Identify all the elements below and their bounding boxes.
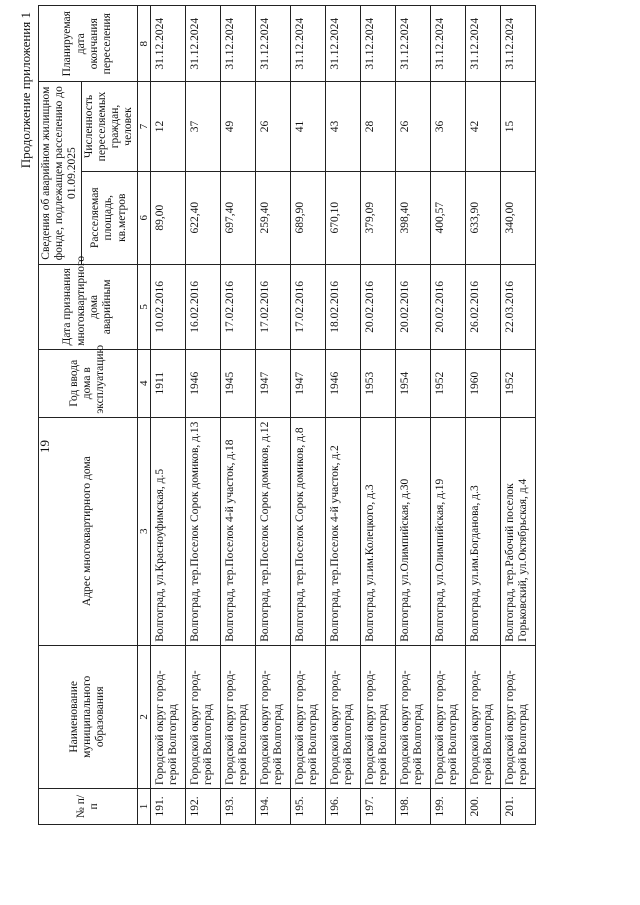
area-cell: 400,57	[431, 171, 466, 264]
address-cell: Волгоград, тер.Поселок Сорок домиков, д.13	[186, 417, 221, 645]
column-number: 2	[137, 645, 151, 788]
row-number: 193.	[221, 788, 256, 824]
municipality-cell: Городской округ город-герой Волгоград	[256, 645, 291, 788]
date-cell: 20.02.2016	[431, 264, 466, 349]
page-number: 19	[37, 440, 52, 453]
table-row	[396, 6, 431, 825]
date-cell: 22.03.2016	[501, 264, 536, 349]
table-row	[361, 6, 396, 825]
column-number: 8	[137, 6, 151, 82]
year-cell: 1952	[501, 349, 536, 417]
address-cell: Волгоград, тер.Поселок 4-й участок, д.18	[221, 417, 256, 645]
year-cell: 1953	[361, 349, 396, 417]
row-number: 194.	[256, 788, 291, 824]
address-cell: Волгоград, тер.Поселок 4-й участок, д.2	[326, 417, 361, 645]
municipality-cell: Городской округ город-герой Волгоград	[466, 645, 501, 788]
row-number: 199.	[431, 788, 466, 824]
year-cell: 1952	[431, 349, 466, 417]
municipality-cell: Городской округ город-герой Волгоград	[326, 645, 361, 788]
date-cell: 20.02.2016	[396, 264, 431, 349]
table-row	[466, 6, 501, 825]
column-number: 6	[137, 171, 151, 264]
area-cell: 670,10	[326, 171, 361, 264]
people-cell: 15	[501, 82, 536, 171]
date-cell: 10.02.2016	[151, 264, 186, 349]
column-number: 5	[137, 264, 151, 349]
area-cell: 689,90	[291, 171, 326, 264]
address-cell: Волгоград, ул.им.Колецкого, д.3	[361, 417, 396, 645]
year-cell: 1945	[221, 349, 256, 417]
people-cell: 43	[326, 82, 361, 171]
people-cell: 12	[151, 82, 186, 171]
column-number: 7	[137, 82, 151, 171]
address-cell: Волгоград, тер.Поселок Сорок домиков, д.12	[256, 417, 291, 645]
year-cell: 1946	[186, 349, 221, 417]
header-municipality: Наименование муниципального образования	[39, 645, 138, 788]
date-cell: 26.02.2016	[466, 264, 501, 349]
column-number: 3	[137, 417, 151, 645]
area-cell: 340,00	[501, 171, 536, 264]
header-planned: Планируемая дата окончания переселения	[39, 6, 138, 82]
row-number: 198.	[396, 788, 431, 824]
planned-date-cell: 31.12.2024	[186, 6, 221, 82]
row-number: 191.	[151, 788, 186, 824]
header-info-group: Сведения об аварийном жилищном фонде, подлежащем расселению до 01.09.2025	[39, 82, 82, 264]
people-cell: 36	[431, 82, 466, 171]
date-cell: 16.02.2016	[186, 264, 221, 349]
row-number: 201.	[501, 788, 536, 824]
table-row	[186, 6, 221, 825]
header-date: Дата признания многоквартирного дома аварийным	[39, 264, 138, 349]
planned-date-cell: 31.12.2024	[221, 6, 256, 82]
table-row	[151, 6, 186, 825]
column-number: 4	[137, 349, 151, 417]
area-cell: 697,40	[221, 171, 256, 264]
planned-date-cell: 31.12.2024	[151, 6, 186, 82]
municipality-cell: Городской округ город-герой Волгоград	[186, 645, 221, 788]
table-row	[501, 6, 536, 825]
people-cell: 41	[291, 82, 326, 171]
continuation-note: Продолжение приложения 1	[18, 12, 33, 169]
municipality-cell: Городской округ город-герой Волгоград	[396, 645, 431, 788]
people-cell: 42	[466, 82, 501, 171]
address-cell: Волгоград, тер.Рабочий поселок Горьковский, ул.Октябрьская, д.4	[501, 417, 536, 645]
row-number: 195.	[291, 788, 326, 824]
address-cell: Волгоград, ул.Красноуфимская, д.5	[151, 417, 186, 645]
area-cell: 398,40	[396, 171, 431, 264]
table-body	[151, 6, 536, 825]
header-area: Расселяемая площадь, кв.метров	[81, 171, 137, 264]
address-cell: Волгоград, ул.им.Богданова, д.3	[466, 417, 501, 645]
year-cell: 1960	[466, 349, 501, 417]
table-row	[431, 6, 466, 825]
table-row	[221, 6, 256, 825]
housing-table	[38, 5, 536, 825]
municipality-cell: Городской округ город-герой Волгоград	[151, 645, 186, 788]
year-cell: 1946	[326, 349, 361, 417]
people-cell: 49	[221, 82, 256, 171]
municipality-cell: Городской округ город-герой Волгоград	[221, 645, 256, 788]
planned-date-cell: 31.12.2024	[291, 6, 326, 82]
planned-date-cell: 31.12.2024	[361, 6, 396, 82]
header-year: Год ввода дома в эксплуатацию	[39, 349, 138, 417]
planned-date-cell: 31.12.2024	[431, 6, 466, 82]
planned-date-cell: 31.12.2024	[326, 6, 361, 82]
people-cell: 26	[256, 82, 291, 171]
year-cell: 1911	[151, 349, 186, 417]
area-cell: 633,90	[466, 171, 501, 264]
table-row	[291, 6, 326, 825]
planned-date-cell: 31.12.2024	[256, 6, 291, 82]
date-cell: 20.02.2016	[361, 264, 396, 349]
table-row	[256, 6, 291, 825]
address-cell: Волгоград, ул.Олимпийская, д.19	[431, 417, 466, 645]
municipality-cell: Городской округ город-герой Волгоград	[361, 645, 396, 788]
row-number: 192.	[186, 788, 221, 824]
year-cell: 1954	[396, 349, 431, 417]
table-row	[326, 6, 361, 825]
area-cell: 89,00	[151, 171, 186, 264]
year-cell: 1947	[291, 349, 326, 417]
column-number: 1	[137, 788, 151, 824]
date-cell: 17.02.2016	[221, 264, 256, 349]
planned-date-cell: 31.12.2024	[466, 6, 501, 82]
year-cell: 1947	[256, 349, 291, 417]
date-cell: 18.02.2016	[326, 264, 361, 349]
municipality-cell: Городской округ город-герой Волгоград	[431, 645, 466, 788]
planned-date-cell: 31.12.2024	[501, 6, 536, 82]
date-cell: 17.02.2016	[291, 264, 326, 349]
municipality-cell: Городской округ город-герой Волгоград	[291, 645, 326, 788]
municipality-cell: Городской округ город-герой Волгоград	[501, 645, 536, 788]
date-cell: 17.02.2016	[256, 264, 291, 349]
header-address: Адрес многоквартирного дома	[39, 417, 138, 645]
people-cell: 37	[186, 82, 221, 171]
area-cell: 379,09	[361, 171, 396, 264]
address-cell: Волгоград, ул.Олимпийская, д.30	[396, 417, 431, 645]
people-cell: 28	[361, 82, 396, 171]
address-cell: Волгоград, тер.Поселок Сорок домиков, д.8	[291, 417, 326, 645]
header-num: № п/п	[39, 788, 138, 824]
header-people: Численность переселяемых граждан, человек	[81, 82, 137, 171]
row-number: 197.	[361, 788, 396, 824]
column-numbers-row	[137, 6, 151, 825]
area-cell: 259,40	[256, 171, 291, 264]
row-number: 196.	[326, 788, 361, 824]
area-cell: 622,40	[186, 171, 221, 264]
row-number: 200.	[466, 788, 501, 824]
people-cell: 26	[396, 82, 431, 171]
planned-date-cell: 31.12.2024	[396, 6, 431, 82]
